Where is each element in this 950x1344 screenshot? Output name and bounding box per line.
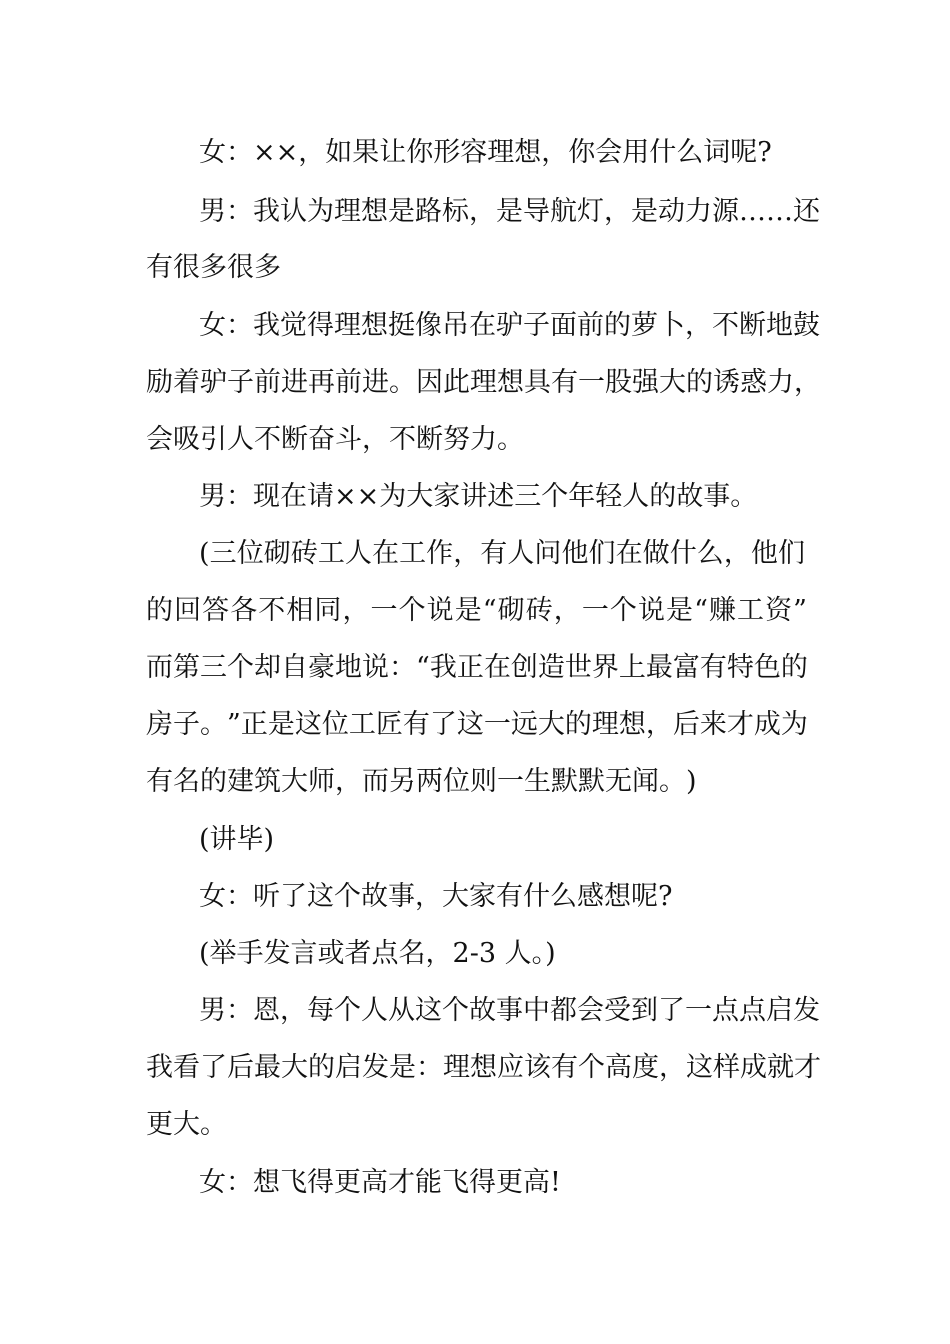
dialogue-line: 女 ： 我 觉 得 理 想 挺 像 吊 在 驴 子 面 前 的 萝 卜 ， 不 断 地 鼓 (199, 310, 820, 341)
dialogue-line: ( 三 位 砌 砖 工 人 在 工 作 ， 有 人 问 他 们 在 做 什 么 ， 他 们 (199, 538, 805, 569)
dialogue-line: 励 着 驴 子 前 进 再 前 进 。 因 此 理 想 具 有 一 股 强 大 的 诱 惑 力 ， (146, 367, 821, 398)
dialogue-line: 有很多很多 (146, 252, 281, 283)
dialogue-line: 有 名 的 建 筑 大 师 ， 而 另 两 位 则 一 生 默 默 无 闻 。 ) (146, 766, 697, 797)
dialogue-line: 男 ： 我 认 为 理 想 是 路 标 ， 是 导 航 灯 ， 是 动 力 源 … … 还 (199, 196, 820, 227)
dialogue-line: (讲毕) (199, 824, 275, 855)
dialogue-line: 我 看 了 后 最 大 的 启 发 是 ： 理 想 应 该 有 个 高 度 ， 这 样 成 就 才 (146, 1052, 821, 1083)
dialogue-line: 女：想飞得更高才能飞得更高! (199, 1167, 561, 1198)
dialogue-line: 男 ： 现 在 请 × × 为 大 家 讲 述 三 个 年 轻 人 的 故 事 。 (199, 481, 758, 512)
dialogue-line: 女 ： × × ， 如 果 让 你 形 容 理 想 ， 你 会 用 什 么 词 呢 ? (199, 137, 772, 168)
dialogue-line: 更大。 (146, 1109, 227, 1140)
dialogue-line: 会吸引人不断奋斗，不断努力。 (146, 424, 524, 455)
dialogue-line: 女 ： 听 了 这 个 故 事 ， 大 家 有 什 么 感 想 呢 ? (199, 881, 673, 912)
dialogue-line: 房 子 。 ” 正 是 这 位 工 匠 有 了 这 一 远 大 的 理 想 ， 后 来 才 成 为 (146, 709, 808, 740)
dialogue-line: 而 第 三 个 却 自 豪 地 说 ： “ 我 正 在 创 造 世 界 上 最 富 有 特 色 的 (146, 652, 808, 683)
dialogue-line: 的 回 答 各 不 相 同 ， 一 个 说 是 “ 砌 砖 ， 一 个 说 是 “ 赚 工 资 ” (146, 595, 807, 626)
dialogue-line: (举手发言或者点名，2-3 人。) (199, 938, 556, 969)
dialogue-line: 男 ： 恩 ， 每 个 人 从 这 个 故 事 中 都 会 受 到 了 一 点 点 启 发 (199, 995, 820, 1026)
